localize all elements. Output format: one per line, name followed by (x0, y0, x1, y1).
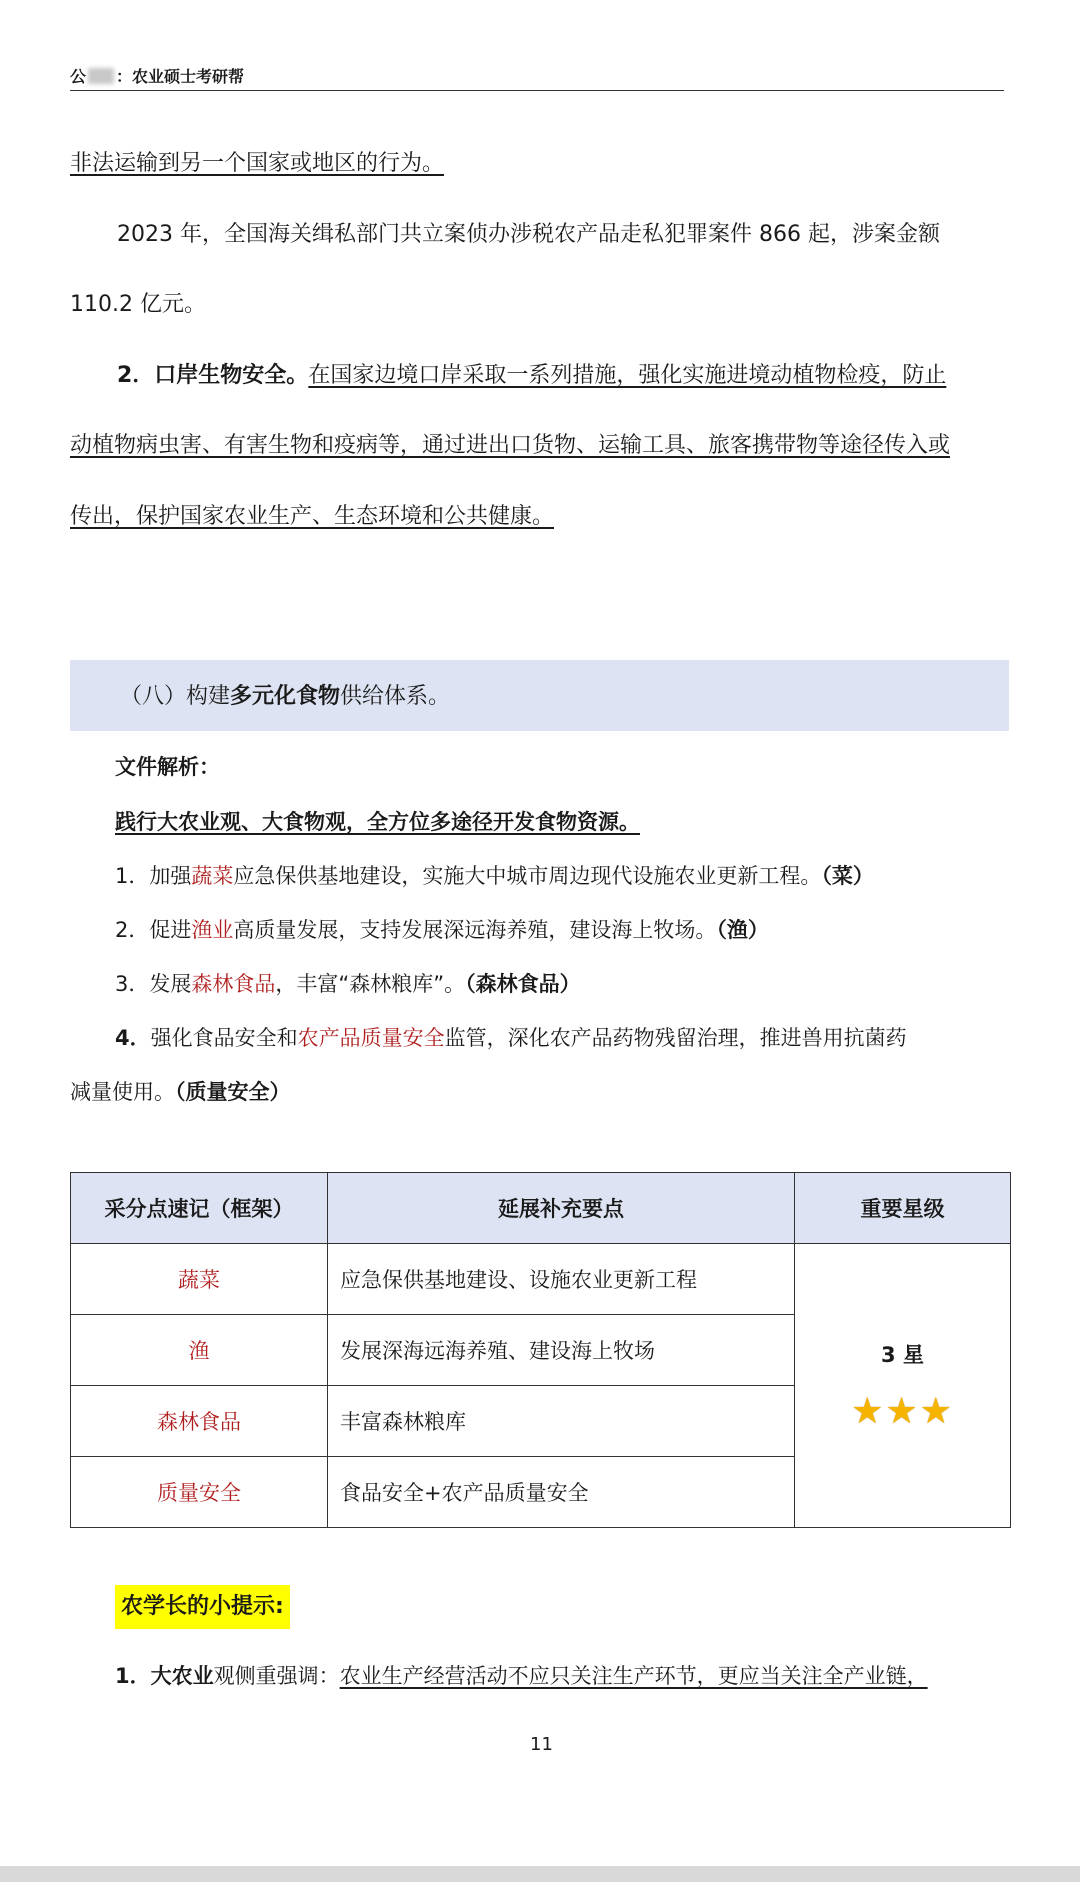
item-key: 森林食品 (191, 972, 276, 996)
analysis-label: 文件解析： (115, 755, 220, 779)
analysis-item-3 (115, 970, 581, 998)
item-post: 监管，深化农产品药物残留治理，推进兽用抗菌药 (444, 1026, 907, 1050)
table-header-cell: 采分点速记（框架） (71, 1173, 328, 1244)
bottom-bar (0, 1866, 1080, 1882)
item-pre: 加强 (149, 864, 192, 888)
item-tag: （渔） (716, 918, 769, 942)
item-tag: （质量安全） (175, 1080, 291, 1104)
page-number: 11 (530, 1734, 553, 1755)
star-icon: ★ (885, 1391, 920, 1432)
section-heading-post: 供给体系。 (340, 684, 451, 709)
key-points-table (70, 1172, 1011, 1528)
item-key: 渔业 (191, 918, 234, 942)
item-key: 农产品质量安全 (297, 1026, 445, 1050)
paragraph-1 (70, 149, 444, 179)
paragraph-2-line-2: 110.2 亿元。 (70, 292, 206, 317)
analysis-item-2 (115, 916, 769, 944)
blurred-text (88, 68, 114, 84)
paragraph-3-line-2 (70, 431, 950, 461)
paragraph-3-line-3 (70, 502, 554, 532)
table-row (71, 1244, 1011, 1315)
table-detail-cell: 应急保供基地建设、设施农业更新工程 (328, 1244, 795, 1315)
paragraph-3-line-1 (117, 361, 946, 391)
table-header-cell: 延展补充要点 (328, 1173, 795, 1244)
analysis-item-4-line-2 (70, 1078, 291, 1106)
item-num: 4． (115, 1026, 151, 1050)
analysis-headline (115, 808, 640, 836)
item-num: 3． (115, 972, 150, 996)
item-tag: （菜） (821, 864, 874, 888)
section-heading-pre: （八）构建 (120, 684, 231, 709)
paragraph-3-title: 2．口岸生物安全。 (117, 363, 309, 388)
star-icon: ★ (851, 1391, 886, 1432)
item-post: ，丰富“森林粮库”。 (275, 972, 466, 996)
analysis-item-4 (115, 1024, 907, 1052)
tips-label: 农学长的小提示: (115, 1585, 290, 1629)
tips-item-pre: 观侧重强调： (213, 1664, 340, 1688)
table-detail-cell: 丰富森林粮库 (328, 1386, 795, 1457)
table-header-cell: 重要星级 (795, 1173, 1011, 1244)
header-title: ：农业硕士考研帮 (116, 67, 245, 86)
item-num: 2． (115, 918, 150, 942)
table-detail-cell: 发展深海远海养殖、建设海上牧场 (328, 1315, 795, 1386)
paragraph-1-text: 非法运输到另一个国家或地区的行为。 (70, 151, 445, 176)
item-pre: 发展 (149, 972, 192, 996)
item-pre: 强化食品安全和 (150, 1026, 298, 1050)
item-tag: （森林食品） (465, 972, 581, 996)
item-post: 应急保供基地建设，实施大中城市周边现代设施农业更新工程。 (233, 864, 822, 888)
rating-label: 3 星 (881, 1343, 924, 1367)
paragraph-3-text-1: 在国家边境口岸采取一系列措施，强化实施进境动植物检疫，防止 (308, 363, 947, 388)
table-key-cell: 质量安全 (71, 1457, 328, 1528)
rating-cell (795, 1244, 1011, 1528)
item-key: 蔬菜 (191, 864, 234, 888)
item-post: 高质量发展，支持发展深远海养殖，建设海上牧场。 (233, 918, 717, 942)
rating-stars (795, 1391, 1010, 1432)
analysis-headline-text: 践行大农业观、大食物观，全方位多途径开发食物资源。 (115, 810, 640, 834)
header-prefix: 公 (70, 67, 87, 86)
table-key-cell: 渔 (71, 1315, 328, 1386)
section-heading-bold: 多元化食物 (230, 684, 341, 709)
page-header (70, 66, 1004, 91)
tips-item-1 (115, 1662, 928, 1690)
section-heading (120, 682, 450, 712)
table-key-cell: 蔬菜 (71, 1244, 328, 1315)
tips-item-num: 1． (115, 1664, 151, 1688)
paragraph-3-text-3: 传出，保护国家农业生产、生态环境和公共健康。 (70, 504, 555, 529)
tips-item-bold: 大农业 (150, 1664, 214, 1688)
item-num: 1． (115, 864, 150, 888)
analysis-item-1 (115, 862, 874, 890)
star-icon: ★ (919, 1391, 954, 1432)
item-pre: 促进 (149, 918, 192, 942)
paragraph-2-line-1: 2023 年，全国海关缉私部门共立案侦办涉税农产品走私犯罪案件 866 起，涉案金额 (117, 222, 940, 247)
table-header-row (71, 1173, 1011, 1244)
table-key-cell: 森林食品 (71, 1386, 328, 1457)
tips-item-text: 农业生产经营活动不应只关注生产环节，更应当关注全产业链， (339, 1664, 928, 1688)
paragraph-3-text-2: 动植物病虫害、有害生物和疫病等，通过进出口货物、运输工具、旅客携带物等途径传入或 (70, 433, 951, 458)
table-detail-cell: 食品安全+农产品质量安全 (328, 1457, 795, 1528)
item-line2: 减量使用。 (70, 1080, 175, 1104)
